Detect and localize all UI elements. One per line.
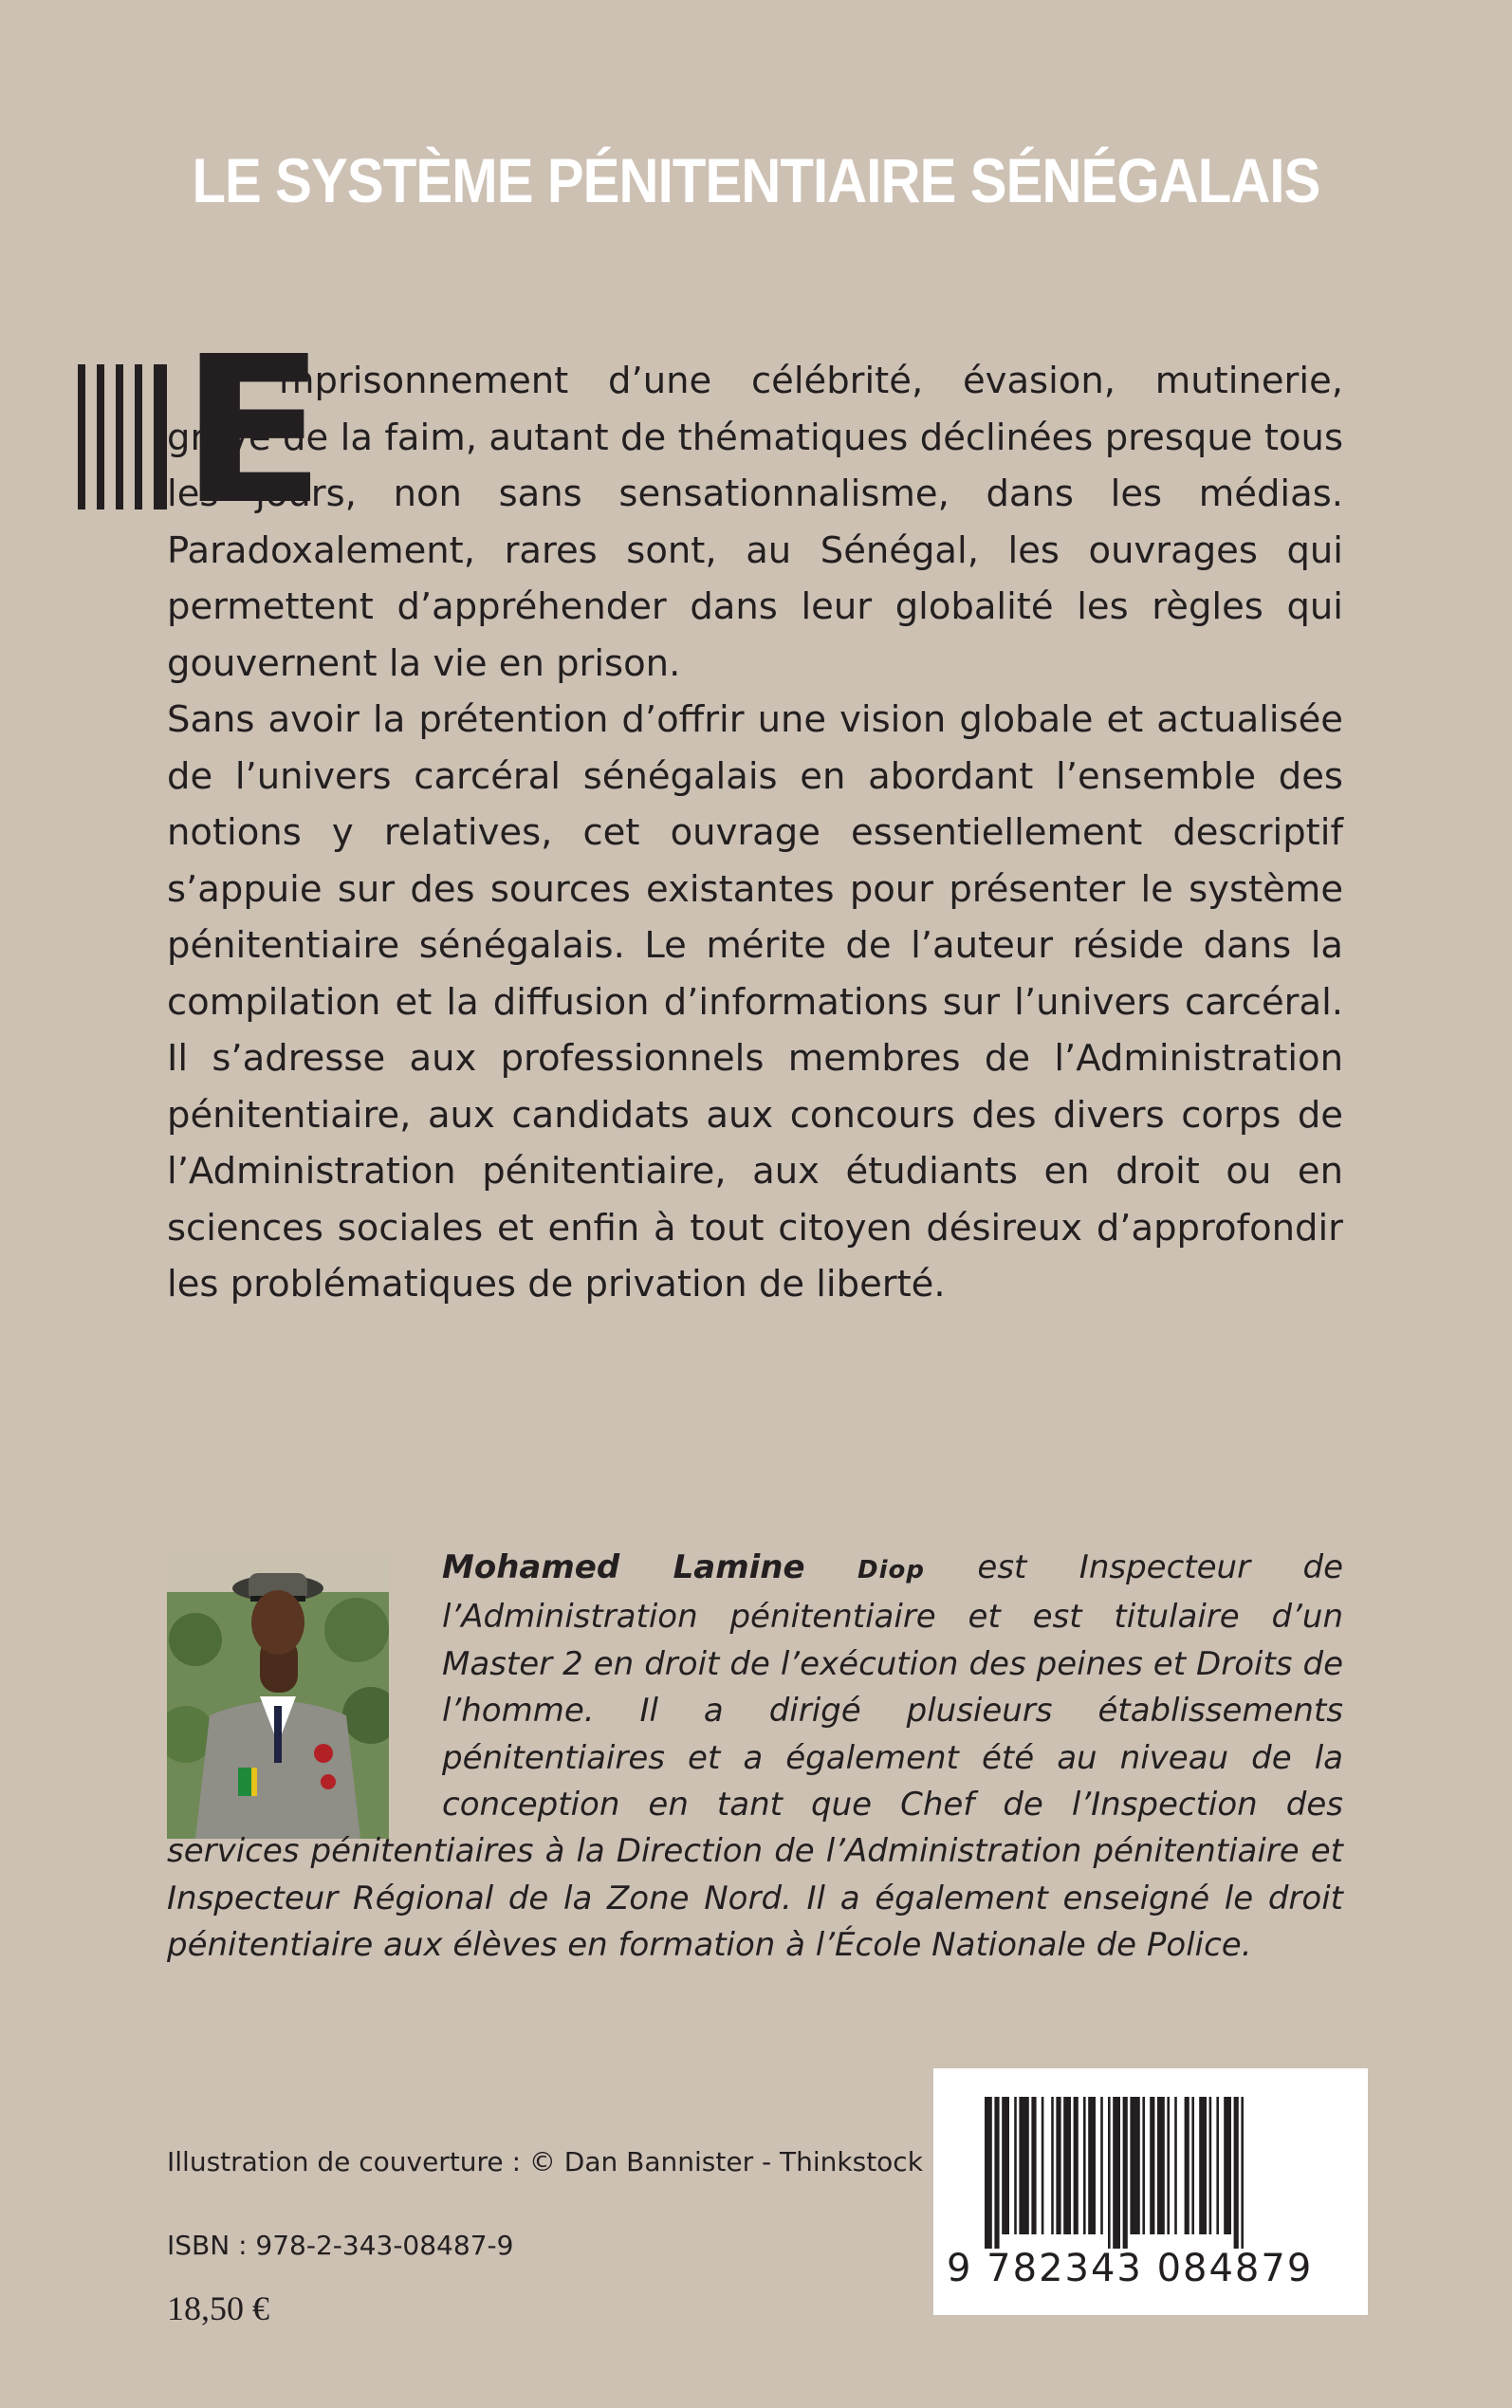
barcode-bar bbox=[1185, 2097, 1189, 2234]
price: 18,50 € bbox=[167, 2289, 269, 2327]
drop-cap-letter: E bbox=[180, 313, 326, 549]
barcode-bar bbox=[1056, 2097, 1060, 2234]
barcode-bar bbox=[1108, 2097, 1111, 2249]
barcode-bar bbox=[1019, 2097, 1028, 2234]
barcode-bar bbox=[1241, 2097, 1244, 2249]
barcode-bar bbox=[994, 2097, 999, 2249]
blurb-paragraph-2: Sans avoir la prétention d’offrir une vision globale et actualisée de l’univers carcéral sénégalais en abordant l’ensemble des notions y relatives, cet ouvrage essentiellement descriptif s’appuie sur des sources existantes pour présenter le système pénitentiaire sénégalais. Le mérite de l’auteur réside dans la compilation et la diffusion d’informations sur l’univers carcéral. Il s’adresse aux professionnels membres de l’Administration pénitentiaire, aux candidats aux concours des divers corps de l’Administration pénitentiaire, aux étudiants en droit ou en sciences sociales et enfin à tout citoyen désireux d’approfondir les problématiques de privation de liberté. bbox=[167, 698, 1343, 1306]
barcode-bar bbox=[1216, 2097, 1219, 2234]
barcode-bar bbox=[1123, 2097, 1128, 2249]
barcode-bar bbox=[1113, 2097, 1120, 2249]
barcode-bar bbox=[1031, 2097, 1036, 2234]
isbn: ISBN : 978-2-343-08487-9 bbox=[167, 2230, 514, 2261]
barcode-bar bbox=[1199, 2097, 1207, 2234]
barcode-bar bbox=[1150, 2097, 1154, 2234]
barcode-bar bbox=[1224, 2097, 1231, 2234]
author-first-names: Mohamed Lamine bbox=[442, 1548, 805, 1586]
blurb-paragraph-1: mprisonnement d’une célébrité, évasion, mutinerie, grève de la faim, autant de thématiques déclinées presque tous les jours, non sans sensationnalisme, dans les médias. Paradoxalement, rares sont, au Sénégal, les ouvrages qui permettent d’appréhender dans leur globalité les règles qui gouvernent la vie en prison. bbox=[167, 360, 1343, 685]
barcode-bar bbox=[1014, 2097, 1017, 2234]
barcode-bar bbox=[1042, 2097, 1044, 2234]
barcode-bar bbox=[1051, 2097, 1054, 2234]
author-surname: Diop bbox=[857, 1556, 925, 1584]
barcode bbox=[933, 2068, 1368, 2315]
barcode-bar bbox=[1002, 2097, 1009, 2234]
book-title: LE SYSTÈME PÉNITENTIAIRE SÉNÉGALAIS bbox=[192, 145, 1320, 215]
barcode-bar bbox=[1234, 2097, 1239, 2249]
barcode-bar bbox=[1130, 2097, 1139, 2234]
barcode-bar bbox=[985, 2097, 992, 2249]
barcode-bar bbox=[1157, 2097, 1165, 2234]
barcode-bar bbox=[1088, 2097, 1096, 2234]
barcode-bar bbox=[1167, 2097, 1170, 2234]
barcode-bar bbox=[1063, 2097, 1071, 2234]
barcode-bar bbox=[1191, 2097, 1194, 2234]
author-biography bbox=[167, 1545, 1343, 1970]
barcode-bar bbox=[1142, 2097, 1145, 2234]
back-cover-blurb bbox=[167, 353, 1343, 1313]
author-bio-text: est Inspecteur de l’Administration pénitentiaire et est titulaire d’un Master 2 en droit de l’exécution des peines et Droits de l’homme. Il a dirigé plusieurs établissements pénitentiaires et a également été au niveau de la conception en tant que Chef de l’Inspection des services pénitentiaires à la Direction de l’Administration pénitentiaire et Inspecteur Régional de la Zone Nord. Il a également enseigné le droit pénitentiaire aux élèves en formation à l’École Nationale de Police. bbox=[167, 1548, 1343, 1965]
cover-illustration-credit: Illustration de couverture : © Dan Bannister - Thinkstock bbox=[167, 2146, 923, 2177]
barcode-bar bbox=[1074, 2097, 1079, 2234]
barcode-bar bbox=[1174, 2097, 1177, 2234]
barcode-bar bbox=[1083, 2097, 1086, 2234]
barcode-bar bbox=[1209, 2097, 1212, 2234]
barcode-number: 9 782343 084879 bbox=[947, 2247, 1314, 2290]
barcode-bar bbox=[1100, 2097, 1103, 2234]
